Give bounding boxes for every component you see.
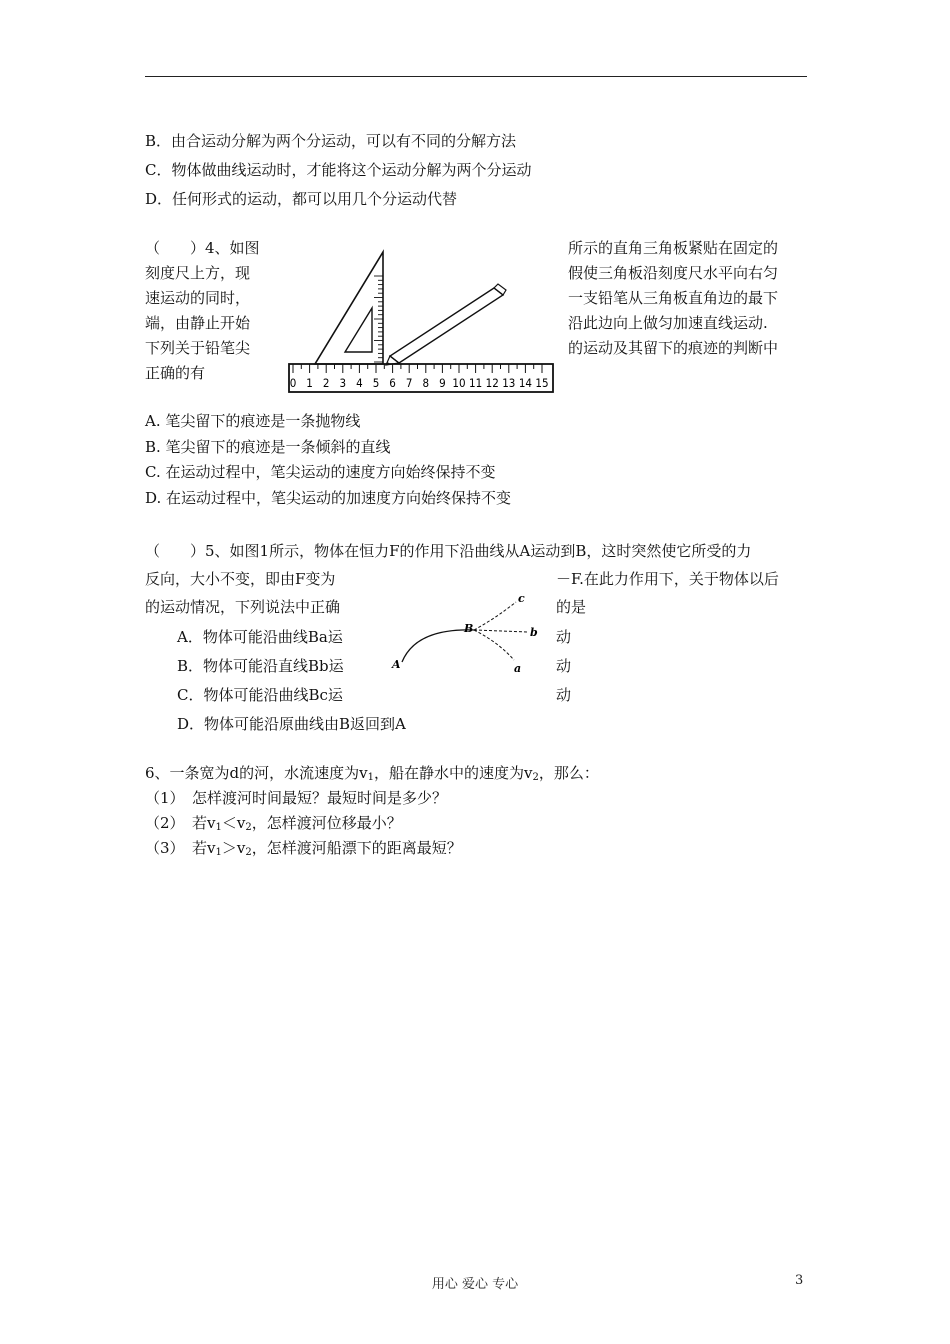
q4-option-a: A. 笔尖留下的痕迹是一条抛物线 xyxy=(145,412,361,430)
branch-line-bb xyxy=(474,630,528,632)
ruler-tick-label: 7 xyxy=(405,376,413,390)
ruler-tick-label: 0 xyxy=(289,376,297,390)
q5-stem-right: －F.在此力作用下，关于物体以后 xyxy=(556,570,779,588)
ruler-tick-label: 15 xyxy=(535,376,549,390)
label-c: c xyxy=(518,592,525,605)
q4-left-line: 端，由静止开始 xyxy=(145,314,251,332)
ruler-tick-label: 12 xyxy=(485,376,499,390)
ruler-tick-label: 8 xyxy=(422,376,430,390)
ruler-ticks xyxy=(293,364,542,373)
q6-sub2: （2） 若$v_1<v_2$，怎样渡河位移最小？ xyxy=(145,814,402,833)
q4-left-line: 下列关于铅笔尖 xyxy=(145,339,251,357)
q5-stem-left: 的运动情况，下列说法中正确 xyxy=(145,598,341,616)
ruler-tick-label: 13 xyxy=(502,376,516,390)
curve-motion-figure xyxy=(388,590,548,680)
ruler-tick-label: 2 xyxy=(322,376,330,390)
label-point-a: A xyxy=(392,658,401,671)
label-a: a xyxy=(514,662,522,675)
q5-option-b: B．物体可能沿直线Bb运 xyxy=(177,657,344,675)
q5-option-a-tail: 动 xyxy=(556,628,572,646)
q4-option-b: B. 笔尖留下的痕迹是一条倾斜的直线 xyxy=(145,438,391,456)
ruler-tick-label: 4 xyxy=(356,376,363,390)
q5-option-a: A．物体可能沿曲线Ba运 xyxy=(177,628,343,646)
q4-left-line: （ ）4、如图 xyxy=(145,239,260,257)
page-number: 3 xyxy=(795,1273,804,1288)
ruler-tick-labels xyxy=(290,376,549,390)
ruler-tick-label: 9 xyxy=(439,376,446,390)
q3-option-c: C．物体做曲线运动时，才能将这个运动分解为两个分运动 xyxy=(145,161,532,179)
q5-stem-right: 的是 xyxy=(556,598,587,616)
q4-option-d: D. 在运动过程中，笔尖运动的加速度方向始终保持不变 xyxy=(145,489,512,507)
q4-right-line: 所示的直角三角板紧贴在固定的 xyxy=(568,239,779,257)
q4-right-line: 一支铅笔从三角板直角边的最下 xyxy=(568,289,779,307)
footer-motto: 用心 爱心 专心 xyxy=(431,1277,519,1292)
q4-left-line: 正确的有 xyxy=(145,364,206,382)
q5-option-d: D．物体可能沿原曲线由B返回到A xyxy=(177,715,406,733)
ruler-tick-label: 6 xyxy=(389,376,396,390)
ruler-triangle-pencil-figure xyxy=(285,248,557,396)
ruler-tick-label: 10 xyxy=(452,376,466,390)
q6-sub3: （3） 若$v_1>v_2$，怎样渡河船漂下的距离最短？ xyxy=(145,839,462,858)
pencil-icon xyxy=(386,284,506,365)
q4-right-line: 假使三角板沿刻度尺水平向右匀 xyxy=(568,264,779,282)
q5-option-c: C．物体可能沿曲线Bc运 xyxy=(177,686,343,704)
q4-left-line: 刻度尺上方，现 xyxy=(145,264,251,282)
label-point-b: B xyxy=(464,622,474,635)
triangle-scale-ticks xyxy=(374,276,383,362)
q3-option-d: D．任何形式的运动，都可以用几个分运动代替 xyxy=(145,190,458,208)
q6-sub1: （1） 怎样渡河时间最短？最短时间是多少？ xyxy=(145,789,448,807)
q3-option-b: B．由合运动分解为两个分运动，可以有不同的分解方法 xyxy=(145,132,517,150)
q5-stem-left: 反向，大小不变，即由F变为 xyxy=(145,570,336,588)
q5-option-c-tail: 动 xyxy=(556,686,572,704)
ruler-tick-label: 14 xyxy=(518,376,532,390)
q4-left-line: 速运动的同时， xyxy=(145,289,251,307)
q5-stem: （ ）5、如图1所示，物体在恒力F的作用下沿曲线从A运动到B，这时突然使它所受的力 xyxy=(145,542,752,560)
ruler-tick-label: 1 xyxy=(306,376,313,390)
ruler-tick-label: 11 xyxy=(469,376,483,390)
branch-curve-bc xyxy=(474,602,516,630)
q4-right-line: 沿此边向上做匀加速直线运动. xyxy=(568,314,768,332)
triangle-inner-hole xyxy=(345,308,372,352)
q4-right-line: 的运动及其留下的痕迹的判断中 xyxy=(568,339,779,357)
ruler-tick-label: 5 xyxy=(372,376,380,390)
branch-curve-ba xyxy=(474,630,514,660)
ruler-tick-label: 3 xyxy=(339,376,347,390)
label-b: b xyxy=(530,626,538,639)
q4-option-c: C. 在运动过程中，笔尖运动的速度方向始终保持不变 xyxy=(145,463,496,481)
q5-option-b-tail: 动 xyxy=(556,657,572,675)
header-rule xyxy=(145,76,807,77)
triangle-ruler xyxy=(315,252,383,364)
q6-stem: 6、一条宽为d的河，水流速度为$v_1$，船在静水中的速度为$v_2$，那么： xyxy=(145,764,599,783)
